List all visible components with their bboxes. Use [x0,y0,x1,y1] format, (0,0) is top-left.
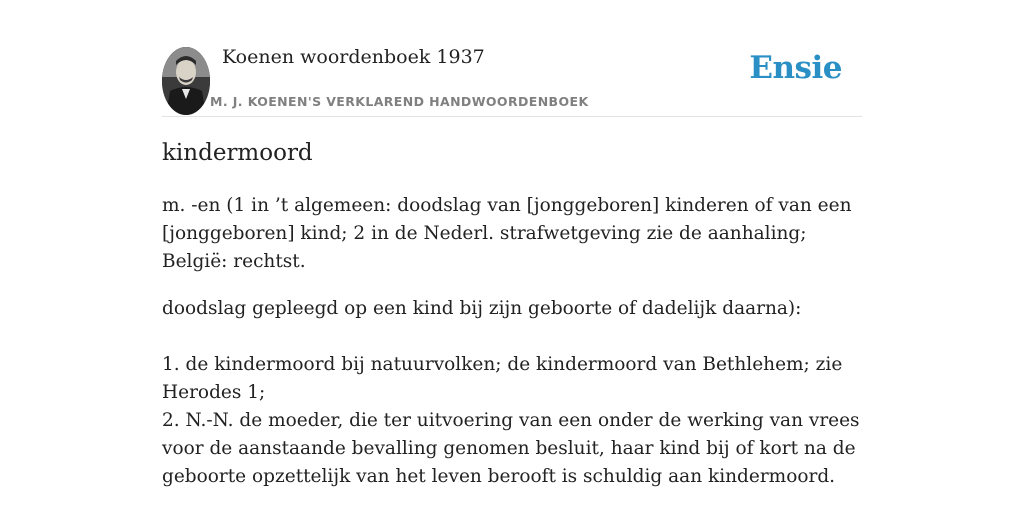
entry-headword: kindermoord [162,140,313,166]
example-item-2: 2. N.-N. de moeder, die ter uitvoering van een onder de werking van vrees voor de aanstaande bevalling genomen besluit, haar kind bij of kort na de geboorte opzettelijk van het leven berooft is schuldig aan kindermoord. [162,410,860,487]
page [162,0,862,487]
entry-examples [162,351,862,491]
author-portrait-icon [162,47,210,115]
dictionary-title[interactable]: Koenen woordenboek 1937 [222,46,485,68]
example-item-1: 1. de kindermoord bij natuurvolken; de kindermoord van Bethlehem; zie Herodes 1; [162,354,843,403]
dictionary-subtitle: M. J. KOENEN'S VERKLAREND HANDWOORDENBOEK [210,94,589,109]
ensie-logo-link[interactable]: Ensie [749,50,842,86]
dictionary-header [162,0,862,117]
entry-definition-2: doodslag gepleegd op een kind bij zijn geboorte of dadelijk daarna): [162,298,802,319]
entry-definition-1: m. -en (1 in ’t algemeen: doodslag van [jonggeboren] kinderen of van een [jonggeboren] kind; 2 in de Nederl. strafwetgeving zie de aanhaling; België: rechtst. [162,195,852,272]
